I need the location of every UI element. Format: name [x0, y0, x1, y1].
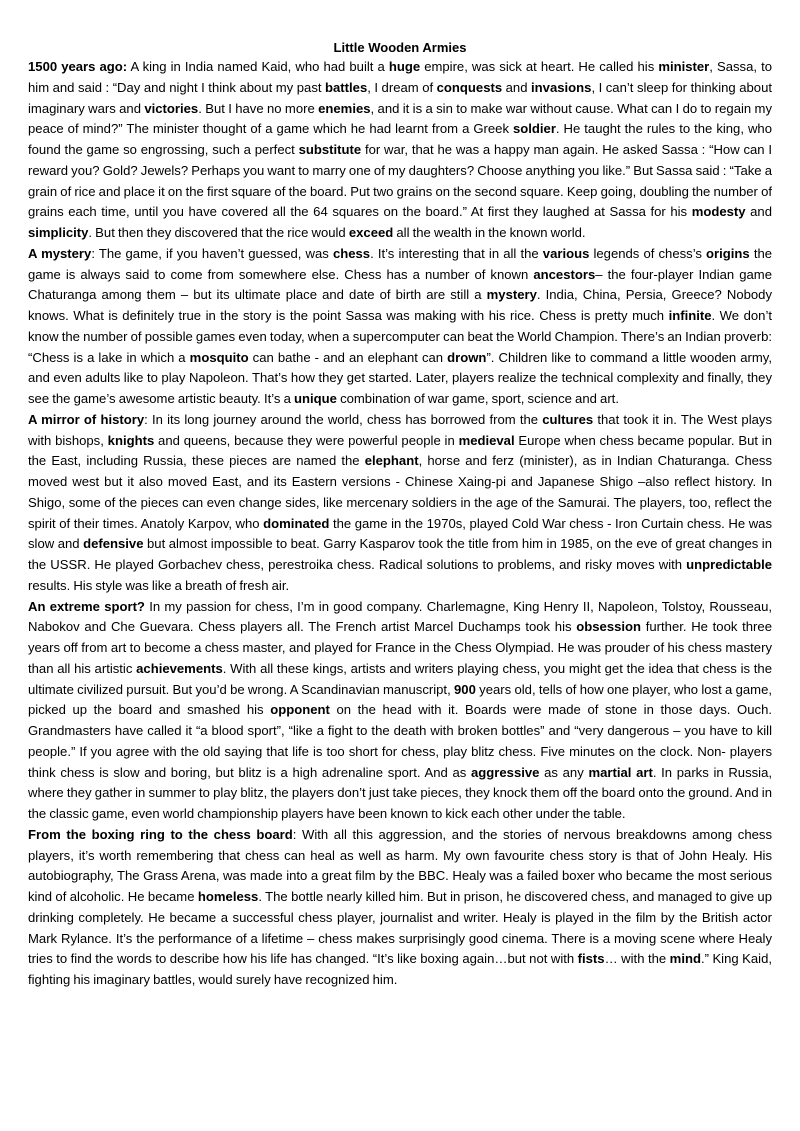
keyword: battles — [325, 79, 368, 95]
paragraph — [28, 597, 772, 825]
body-text: In my passion for chess, I’m in good company. Charlemagne, King Henry II, Napoleon, Tolstoy, Rousseau, Nabokov and Che Guevara. Chess players all. The French artist Marcel Duchamps took his — [28, 598, 772, 635]
body-text: : The game, if you haven’t guessed, was — [91, 245, 333, 261]
keyword: unique — [294, 391, 337, 406]
body-text: combination of war game, sport, science and art. — [336, 391, 619, 406]
body-text: . The bottle nearly killed him. But in prison, he discovered chess, and managed to give up drinking completely. He became a successful chess player, journalist and writer. Healy is played in the film by the British actor Mark Rylance. It’s the performance of a lifetime – chess makes surprisingly good cinema. There is a moving scene where Healy tries to find the words to describe how his life has changed. “It’s like boxing again…but not with — [28, 889, 772, 967]
keyword: drown — [447, 349, 487, 365]
body-text: . India, China, Persia, Greece? Nobody knows. What is definitely true in the story is the point Sassa was making with his rice. Chess is pretty much — [28, 287, 772, 323]
keyword: cultures — [542, 411, 594, 427]
body-text: , I can’t sleep for thinking about imaginary wars and — [28, 79, 772, 116]
body-text: the game is always said to come from somewhere else. Chess has a number of known — [28, 245, 773, 282]
body-text: for war, that he was a happy man again. He asked Sassa : “How can I reward you? Gold? Jewels? Perhaps you want to marry one of my daughters? Choose anything you like.” But Sassa said : “Take a grain of rice and place it on the first square of the board. Put two grains on the second square. Keep going, doubling the number of grains each time, until you have covered all the 64 squares on the board.” At first they laughed at Sassa for his — [28, 142, 772, 220]
body-text: , I dream of — [367, 79, 437, 95]
body-text: the game in the 1970s, played Cold War chess - Iron Curtain chess. He was slow and — [28, 515, 773, 552]
keyword: soldier — [512, 121, 556, 137]
body-text: legends of chess’s — [589, 245, 707, 261]
paragraph — [28, 410, 772, 597]
body-text: . But then they discovered that the rice would — [88, 225, 349, 240]
keyword: unpredictable — [686, 557, 772, 572]
body-text: . But I have no more — [198, 100, 319, 116]
paragraph — [28, 825, 772, 991]
paragraph-heading: A mirror of history — [28, 411, 145, 427]
keyword: opponent — [270, 702, 330, 718]
keyword: chess — [332, 245, 371, 261]
document-body — [28, 57, 772, 991]
keyword: elephant — [364, 453, 419, 469]
body-text: results. His style was like a breath of fresh air. — [28, 577, 290, 593]
keyword: modesty — [691, 204, 746, 220]
keyword: fists — [577, 951, 605, 967]
body-text: that took it in. The West plays with bishops, — [28, 411, 772, 448]
keyword: mind — [669, 951, 701, 967]
body-text: A king in India named Kaid, who had built a — [127, 59, 389, 74]
keyword: defensive — [83, 536, 144, 552]
body-text: … with the — [604, 951, 670, 967]
body-text: can bathe - and an elephant can — [248, 349, 448, 365]
body-text: . With all these kings, artists and writers playing chess, you might get the idea that chess is the ultimate civilized pursuit. But you’d be wrong. A Scandinavian manuscript, — [28, 660, 772, 697]
keyword: aggressive — [471, 764, 540, 780]
keyword: enemies — [318, 100, 371, 116]
body-text: and — [502, 79, 532, 95]
body-text: ”. Children like to command a little wooden army, and even adults like to play Napoleon. That’s how they get started. Later, players realize the technical complexity and finally, they see the game’s awesome artistic beauty. It’s a — [28, 349, 772, 406]
body-text: all the wealth in the known world. — [393, 225, 586, 240]
keyword: infinite — [668, 308, 712, 323]
body-text: as any — [539, 764, 589, 780]
body-text: , Sassa, to him and said : “Day and night I think about my past — [28, 59, 772, 95]
paragraph — [28, 244, 772, 410]
body-text: on the head with it. Boards were made of stone in those days. Ouch. Grandmasters have called it “a blood sport”, “like a fight to the death with broken bottles” and “very dangerous – you have to kill people.” If you agree with the old saying that life is too short for chess, play blitz chess. Five minutes on the clock. Non- players think chess is slow and boring, but blitz is a high adrenaline sport. And as — [28, 702, 772, 780]
keyword: various — [542, 245, 590, 261]
body-text: years old, tells of how one player, who lost a game, picked up the board and smashed his — [28, 681, 772, 718]
body-text: .” King Kaid, fighting his imaginary battles, would surely have recognized him. — [28, 951, 772, 987]
keyword: 900 — [454, 681, 476, 697]
paragraph-heading: A mystery — [28, 245, 92, 261]
body-text: : In its long journey around the world, chess has borrowed from the — [144, 411, 543, 427]
body-text: – the four-player Indian game Chaturanga among them – but its ultimate place and date of birth are still a — [28, 266, 772, 303]
body-text: . We don’t know the number of possible games even today, when a supercomputer can beat the World Champion. There’s an Indian proverb: “Chess is a lake in which a — [28, 308, 772, 365]
body-text: . In parks in Russia, where they gather in summer to play blitz, the players don’t just take pieces, they knock them off the board onto the ground. And in the classic game, even world championship players have been known to kick each other under the table. — [28, 764, 773, 821]
keyword: obsession — [576, 619, 642, 635]
keyword: mosquito — [189, 349, 249, 365]
keyword: martial art — [588, 764, 653, 780]
keyword: homeless — [197, 889, 259, 904]
keyword: mystery — [486, 287, 537, 303]
paragraph-heading: An extreme sport? — [28, 598, 145, 614]
keyword: achievements — [136, 660, 223, 676]
keyword: huge — [388, 59, 421, 74]
keyword: knights — [107, 432, 155, 448]
keyword: ancestors — [533, 266, 596, 282]
keyword: origins — [706, 245, 750, 261]
body-text: , and it is a sin to make war without cause. What can I do to regain my peace of mind?” The minister thought of a game which he had learnt from a Greek — [28, 100, 772, 137]
body-text: and queens, because they were powerful people in — [154, 432, 459, 448]
keyword: minister — [658, 59, 710, 74]
keyword: dominated — [263, 515, 330, 531]
keyword: exceed — [348, 225, 394, 240]
keyword: medieval — [458, 432, 515, 448]
body-text: Europe when chess became popular. But in the East, including Russia, these pieces are named the — [28, 432, 772, 469]
keyword: invasions — [531, 79, 592, 95]
body-text: further. He took three years off from art to become a chess master, and played for France in the Chess Olympiad. He was prouder of his chess mastery than all his artistic — [28, 619, 772, 676]
body-text: and — [745, 204, 773, 220]
document-page — [28, 38, 772, 991]
keyword: simplicity — [28, 225, 89, 240]
paragraph-heading: From the boxing ring to the chess board — [28, 826, 293, 842]
keyword: substitute — [298, 142, 362, 157]
paragraph — [28, 57, 772, 244]
keyword: victories — [144, 100, 199, 116]
body-text: . It’s interesting that in all the — [370, 245, 543, 261]
body-text: : With all this aggression, and the stories of nervous breakdowns among chess players, it’s worth remembering that chess can heal as well as harm. My own favourite chess story is that of John Healy. His autobiography, The Grass Arena, was made into a great film by the BBC. Healy was a failed boxer who became the most serious kind of alcoholic. He became — [28, 826, 772, 904]
body-text: , horse and ferz (minister), as in Indian Chaturanga. Chess moved west but it also moved East, and its Eastern versions - Chinese Xaing-pi and Japanese Shigo –also reflect history. In Shigo, some of the pieces can even change sides, like mercenary soldiers in the age of the Samurai. The players, too, reflect the spirit of their times. Anatoly Karpov, who — [28, 453, 773, 531]
paragraph-heading: 1500 years ago: — [28, 59, 128, 74]
body-text: empire, was sick at heart. He called his — [420, 59, 659, 74]
document-title: Little Wooden Armies — [333, 40, 467, 55]
body-text: but almost impossible to beat. Garry Kasparov took the title from him in 1985, on the eve of great changes in the USSR. He played Gorbachev chess, perestroika chess. Radical solutions to problems, and risky moves with — [28, 536, 772, 572]
keyword: conquests — [436, 79, 503, 95]
body-text: . He taught the rules to the king, who found the game so engrossing, such a perfect — [28, 121, 772, 157]
